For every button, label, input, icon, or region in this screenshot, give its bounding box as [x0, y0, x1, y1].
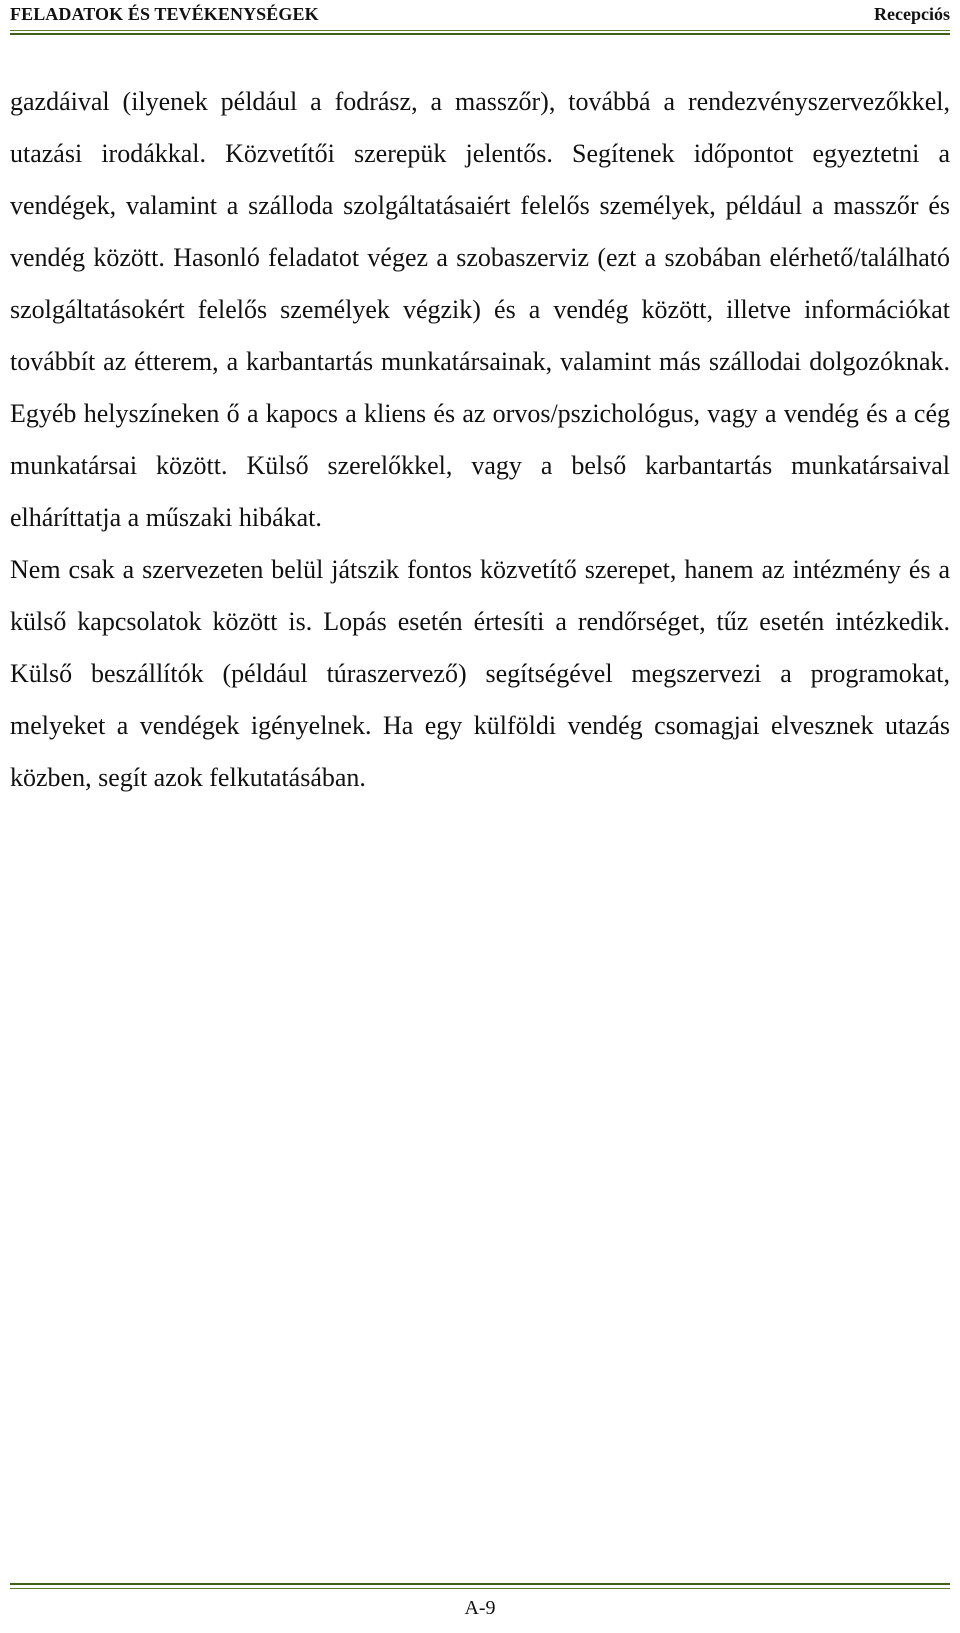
page-number: A-9 [464, 1597, 496, 1619]
header-section-title: FELADATOK ÉS TEVÉKENYSÉGEK [10, 4, 319, 24]
page-header [10, 0, 950, 36]
paragraph-1: gazdáival (ilyenek például a fodrász, a masszőr), továbbá a rendezvényszervezőkkel, utazási irodákkal. Közvetítői szerepük jelentős. Segítenek időpontot egyeztetni a vendégek, valamint a szálloda szolgáltatásaiért felelős személyek, például a masszőr és vendég között. Hasonló feladatot végez a szobaszerviz (ezt a szobában elérhető/található szolgáltatásokért felelős személyek végzik) és a vendég között, illetve információkat továbbít az étterem, a karbantartás munkatársainak, valamint más szállodai dolgozóknak. Egyéb helyszíneken ő a kapocs a kliens és az orvos/pszichológus, vagy a vendég és a cég munkatársai között. Külső szerelőkkel, vagy a belső karbantartás munkatársaival elháríttatja a műszaki hibákat. [10, 87, 950, 532]
paragraph-2: Nem csak a szervezeten belül játszik fontos közvetítő szerepet, hanem az intézmény és a külső kapcsolatok között is. Lopás esetén értesíti a rendőrséget, tűz esetén intézkedik. Külső beszállítók (például túraszervező) segítségével megszervezi a programokat, melyeket a vendégek igényelnek. Ha egy külföldi vendég csomagjai elvesznek utazás közben, segít azok felkutatásában. [10, 555, 950, 792]
body-text [10, 76, 950, 804]
footer-rule-thick [10, 1583, 950, 1585]
footer-rule-thin [10, 1588, 950, 1589]
page-footer [10, 1583, 950, 1633]
header-rule-thick [10, 33, 950, 35]
header-rule-thin [10, 30, 950, 31]
header-chapter-title: Recepciós [874, 4, 950, 24]
